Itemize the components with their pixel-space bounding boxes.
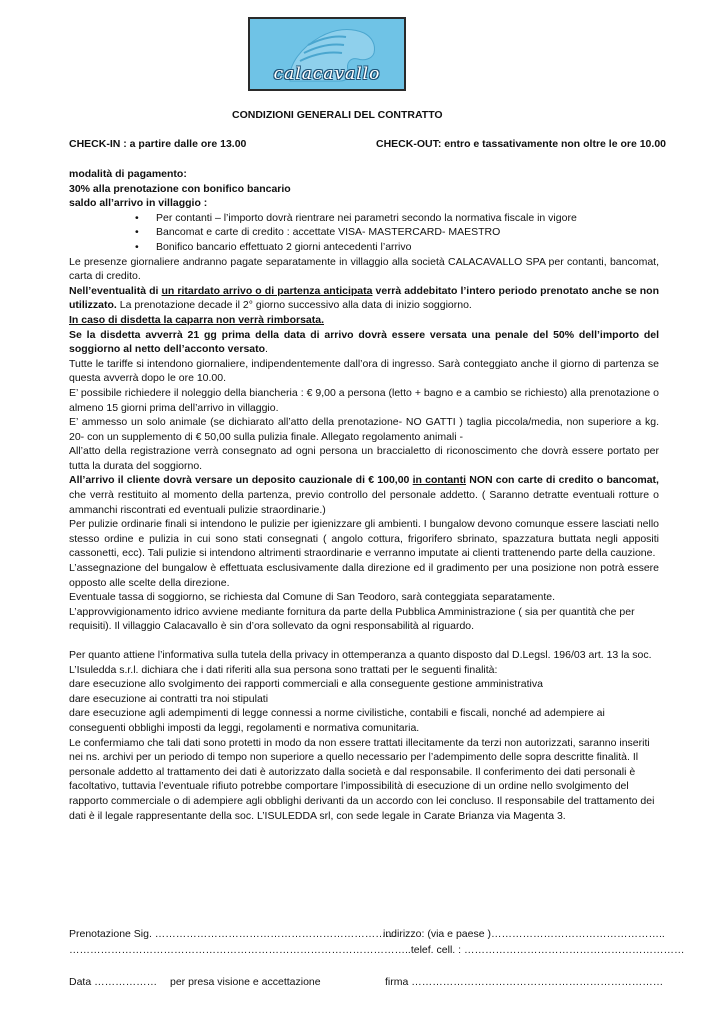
privacy-purpose-2: dare esecuzione ai contratti tra noi stipulati — [69, 692, 269, 705]
privacy-intro: Per quanto attiene l’informativa sulla tutela della privacy in ottemperanza a quanto disposto dal D.Legsl. 196/03 art. 13 la soc. — [69, 649, 652, 661]
checkin-time: CHECK-IN : a partire dalle ore 13.00 — [69, 138, 247, 150]
list-item: • Bancomat e carte di credito : accettate VISA- MASTERCARD- MAESTRO — [156, 225, 659, 240]
company-logo — [248, 17, 406, 91]
signature-field[interactable]: firma ……………………………………………………………… — [385, 976, 664, 988]
paragraph-braccialetto: All’atto della registrazione verrà consegnato ad ogni persona un braccialetto di riconoscimento che dovrà essere portato per tutta la durata del soggiorno. — [69, 445, 659, 472]
paragraph-caparra: In caso di disdetta la caparra non verrà rimborsata. — [69, 313, 325, 326]
checkout-time: CHECK-OUT: entro e tassativamente non oltre le ore 10.00 — [376, 138, 666, 150]
payment-methods-list — [69, 211, 659, 255]
payment-deposit: 30% alla prenotazione con bonifico bancario — [69, 182, 291, 195]
privacy-purpose-1: dare esecuzione allo svolgimento dei rapporti commerciali e alla conseguente gestione amministrativa — [69, 678, 543, 691]
acceptance-label: per presa visione e accettazione — [170, 976, 321, 988]
logo-text: calacavallo — [273, 64, 381, 84]
paragraph-pulizie: Per pulizie ordinarie finali si intendono le pulizie per igienizzare gli ambienti. I bungalow devono comunque essere lasciati nello stesso ordine e pulizia in cui sono stati consegnati ( angolo cottura, frigorifero sbrinato, spazzatura buttata negli appositi cassonetti, ecc). Tali pulizie si intendono altrimenti straordinarie e verranno imputate ai clienti trattenendo parte della cauzione. — [69, 518, 659, 560]
privacy-purpose-3: dare esecuzione agli adempimenti di legge connessi a norme civilistiche, contabili e fiscali, nonché ad adempiere ai conseguenti obblighi imposti da leggi, regolamenti e normativa comunitaria. — [69, 707, 605, 734]
paragraph-tariffe: Tutte le tariffe si intendono giornaliere, indipendentemente dall’ora di ingresso. Sarà conteggiato anche il giorno di partenza se questa avverrà dopo le ore 10.00. — [69, 357, 659, 385]
date-field[interactable]: Data ……………… — [69, 976, 158, 988]
privacy-details: Le confermiamo che tali dati sono protetti in modo da non essere trattati illecitamente da terzi non autorizzati, saranno inseriti nei ns. archivi per un periodo di tempo non superiore a quello necessario per l’adempimento delle sopra descritte finalità. Il personale addetto al trattamento dei dati è autorizzato dalla società e dal responsabile. Il conferimento dei dati personali è facoltativo, tuttavia l’eventuale rifiuto potrebbe comportare l’impossibilità di esecuzione di un ordine nello svolgimento del rapporto commerciale o di adempiere agli obblighi derivanti da un accordo con lei concluso. Il responsabile del trattamento dei dati è il legale rappresentante della soc. L’ISULEDDA srl, con sede legale in Carate Brianza via Magenta 3. — [69, 736, 655, 822]
payment-heading: modalità di pagamento: — [69, 168, 187, 180]
paragraph-tassa: Eventuale tassa di soggiorno, se richiesta dal Comune di San Teodoro, sarà conteggiata separatamente. — [69, 591, 556, 604]
privacy-statement: L’Isuledda s.r.l. dichiara che i dati riferiti alla sua persona sono trattati per le seguenti finalità: — [69, 663, 498, 676]
paragraph-assegnazione: L’assegnazione del bungalow è effettuata esclusivamente dalla direzione ed il gradimento per una posizione non potrà essere opposto alle scelte della direzione. — [69, 562, 659, 589]
phone-field[interactable]: ……………………………………………………………………………………..telef. cell. : ……………………………………………………… — [69, 944, 685, 956]
paragraph-biancheria: E’ possibile richiedere il noleggio della biancheria : € 9,00 a persona (letto + bagno e a cambio se richiesto) alla prenotazione o almeno 15 giorni prima dell’arrivo in villaggio. — [69, 386, 659, 414]
paragraph-ritardo: Nell’eventualità di un ritardato arrivo o di partenza anticipata verrà addebitato l’intero periodo prenotato anche se non utilizzato. La prenotazione decade il 2° giorno successivo alla data di inizio soggiorno. — [69, 284, 659, 312]
address-field[interactable]: indirizzo: (via e paese )………………………………………….. — [383, 928, 665, 940]
list-item: • Per contanti – l’importo dovrà rientrare nei parametri secondo la normativa fiscale in vigore — [156, 211, 659, 226]
list-item: • Bonifico bancario effettuato 2 giorni antecedenti l’arrivo — [156, 240, 659, 255]
paragraph-idrico: L’approvvigionamento idrico avviene mediante fornitura da parte della Pubblica Amministrazione ( sia per quantità che per requisiti). Il villaggio Calacavallo è sin d’ora sollevato da ogni responsabilità al riguardo. — [69, 605, 635, 633]
payment-balance: saldo all’arrivo in villaggio : — [69, 197, 208, 210]
paragraph-presenze: Le presenze giornaliere andranno pagate separatamente in villaggio alla società CALACAVALLO SPA per contanti, bancomat, carta di credito. — [69, 255, 659, 283]
page-title: CONDIZIONI GENERALI DEL CONTRATTO — [232, 109, 443, 121]
contract-body — [69, 167, 659, 823]
paragraph-animali: E’ ammesso un solo animale (se dichiarato all’atto della prenotazione- NO GATTI ) taglia piccola/media, non superiore a kg. 20- con un supplemento di € 50,00 sulla pulizia finale. Allegato regolamento animali - — [69, 416, 659, 443]
booking-name-field[interactable]: Prenotazione Sig. …………………………………………………………… — [69, 928, 397, 940]
paragraph-disdetta: Se la disdetta avverrà 21 gg prima della data di arrivo dovrà essere versata una penale del 50% dell’importo del soggiorno al netto dell’acconto versato. — [69, 328, 659, 356]
paragraph-deposito: All’arrivo il cliente dovrà versare un deposito cauzionale di € 100,00 in contanti NON con carte di credito o bancomat, che verrà restituito al momento della partenza, previo controllo del personale addetto. ( Saranno detratte eventuali rotture o ammanchi riscontrati ed eventuali pulizie straordinarie.) — [69, 474, 659, 516]
